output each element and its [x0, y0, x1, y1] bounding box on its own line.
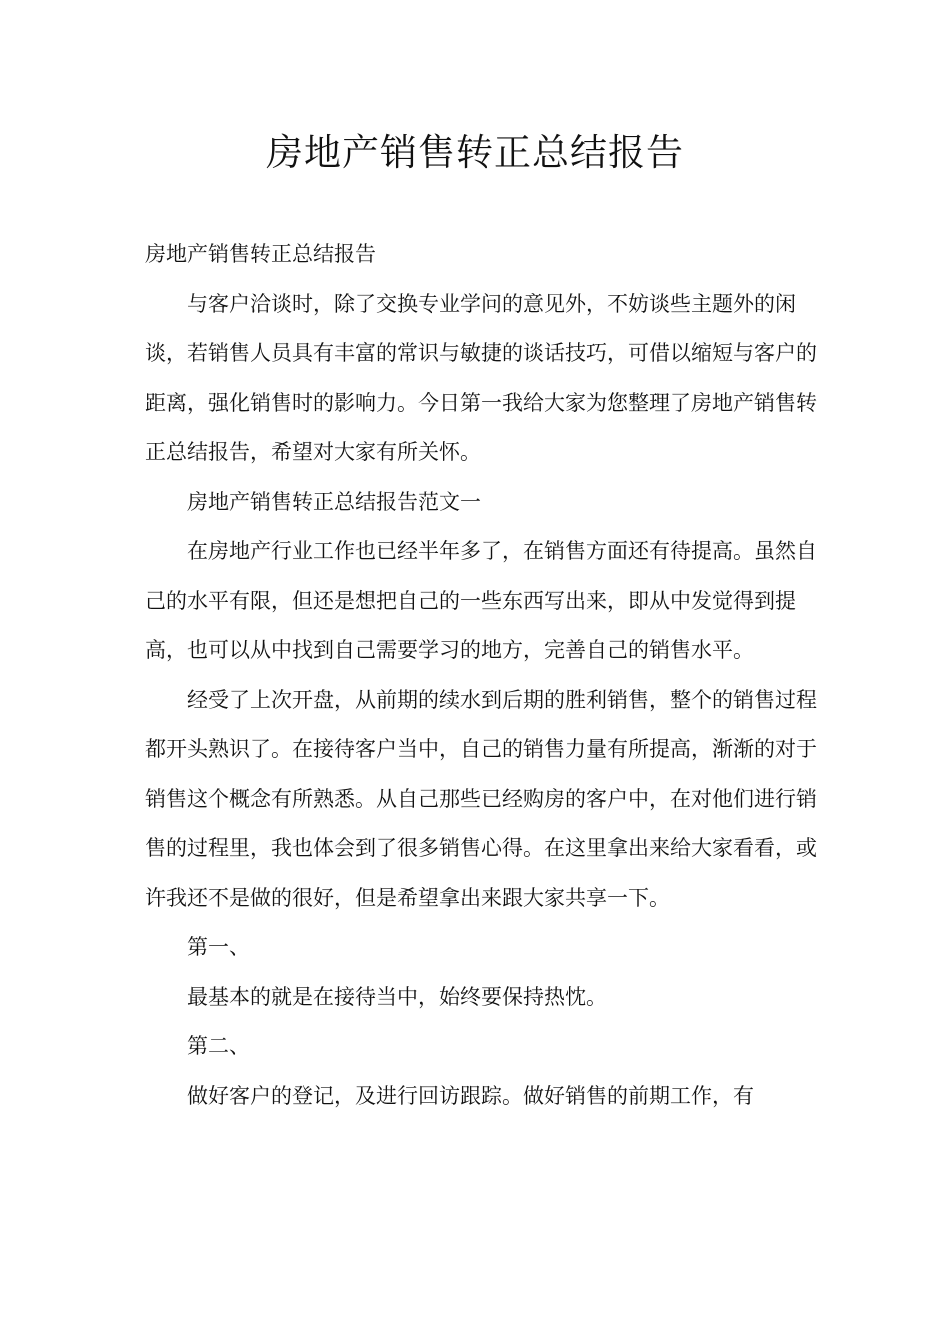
paragraph-sample-heading: 房地产销售转正总结报告范文一 — [187, 489, 481, 514]
paragraph-subtitle: 房地产销售转正总结报告 — [145, 242, 376, 266]
paragraph-experience: 在房地产行业工作也已经半年多了，在销售方面还有待提高。虽然自己的水平有限，但还是想把自己的一些东西写出来，即从中发觉得到提高，也可以从中找到自己需要学习的地方，完善自己的销售水平。 — [145, 539, 817, 662]
paragraph-sales-process: 经受了上次开盘，从前期的续水到后期的胜利销售，整个的销售过程都开头熟识了。在接待客户当中，自己的销售力量有所提高，渐渐的对于销售这个概念有所熟悉。从自己那些已经购房的客户中，在对他们进行销售的过程里，我也体会到了很多销售心得。在这里拿出来给大家看看，或许我还不是做的很好，但是希望拿出来跟大家共享一下。 — [145, 687, 817, 910]
paragraph-point-two-heading: 第二、 — [187, 1034, 250, 1058]
paragraph-point-one: 最基本的就是在接待当中，始终要保持热忱。 — [187, 984, 607, 1009]
document-title: 房地产销售转正总结报告 — [266, 131, 684, 174]
paragraph-intro: 与客户洽谈时，除了交换专业学问的意见外，不妨谈些主题外的闲谈，若销售人员具有丰富的常识与敏捷的谈话技巧，可借以缩短与客户的距离，强化销售时的影响力。今日第一我给大家为您整理了房地产销售转正总结报告，希望对大家有所关怀。 — [145, 291, 817, 464]
paragraph-point-one-heading: 第一、 — [187, 935, 250, 959]
document-body — [145, 230, 825, 1121]
paragraph-point-two: 做好客户的登记，及进行回访跟踪。做好销售的前期工作，有 — [187, 1083, 754, 1108]
